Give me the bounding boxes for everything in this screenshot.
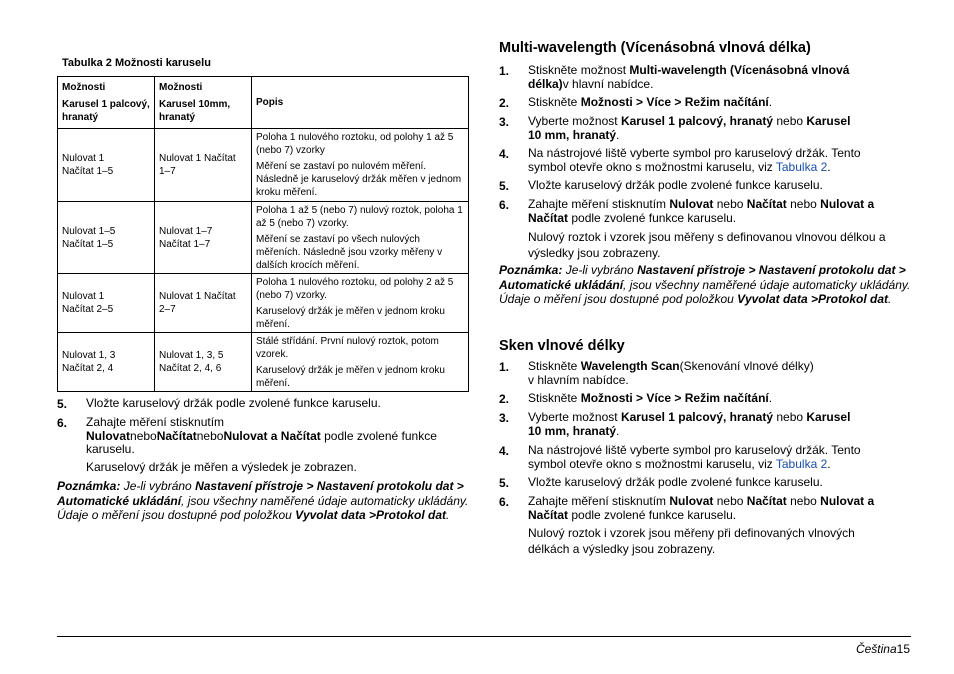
header-cell-10mm: Možnosti Karusel 10mm, hranatý [155, 77, 252, 129]
row-cell-1inch: Nulovat 1, 3 Načítat 2, 4 [58, 333, 155, 392]
row-cell-10mm: Nulovat 1 Načítat 2–7 [155, 274, 252, 333]
step-number: 1. [499, 64, 510, 78]
footer-divider [57, 636, 911, 637]
multi-step-2-text: Stiskněte Možnosti > Více > Režim načítání. [528, 95, 773, 109]
header-cell-1inch: Možnosti Karusel 1 palcový, hranatý [58, 77, 155, 129]
step-number: 2. [499, 392, 510, 406]
row-cell-description: Poloha 1 až 5 (nebo 7) nulový roztok, poloha 1 až 5 (nebo 7) vzorky. Měření se zastaví po všech nulových měřeních. Následně jsou vzorky měřeny v dalších krocích měření. [252, 202, 469, 274]
heading-multi-wavelength: Multi-wavelength (Vícenásobná vlnová délka) [499, 40, 811, 56]
row-cell-10mm: Nulovat 1 Načítat 1–7 [155, 129, 252, 202]
row-cell-10mm: Nulovat 1–7 Načítat 1–7 [155, 202, 252, 274]
carousel-options-table [57, 76, 469, 392]
header-cell-description: Popis [252, 77, 469, 129]
row-cell-1inch: Nulovat 1 Načítat 2–5 [58, 274, 155, 333]
table-row [58, 333, 469, 392]
row-cell-description: Poloha 1 nulového roztoku, od polohy 2 až 5 (nebo 7) vzorky. Karuselový držák je měřen v jednom kroku měření. [252, 274, 469, 333]
table-row [58, 129, 469, 202]
heading-wavelength-scan: Sken vlnové délky [499, 338, 625, 354]
left-step-6-text: Zahajte měření stisknutím NulovatneboNačítatneboNulovat a Načítat podle zvolené funkce karuselu. [86, 415, 437, 456]
table-row [58, 274, 469, 333]
row-cell-10mm: Nulovat 1, 3, 5 Načítat 2, 4, 6 [155, 333, 252, 392]
footer-language: Čeština [855, 642, 897, 656]
step-number: 4. [499, 147, 510, 161]
table-2-link[interactable]: Tabulka 2 [775, 456, 828, 471]
step-number: 5. [499, 476, 510, 490]
step-number: 6. [57, 416, 68, 430]
multi-step-1-text: Stiskněte možnost Multi-wavelength (Vícenásobná vlnová délka)v hlavní nabídce. [528, 63, 850, 91]
table-2-link[interactable]: Tabulka 2 [775, 159, 828, 174]
row-cell-description: Poloha 1 nulového roztoku, od polohy 1 až 5 (nebo 7) vzorky Měření se zastaví po nulovém měření. Následně je karuselový držák měřen v jednom kroku měření. [252, 129, 469, 202]
scan-step-3-text: Vyberte možnost Karusel 1 palcový, hranatý nebo Karusel 10 mm, hranatý. [528, 410, 851, 438]
table-header-row [58, 77, 469, 129]
step-number: 4. [499, 444, 510, 458]
multi-step-6-text: Zahajte měření stisknutím Nulovat nebo Načítat nebo Nulovat a Načítat podle zvolené funkce karuselu. [528, 197, 875, 225]
multi-step-5-text: Vložte karuselový držák podle zvolené funkce karuselu. [528, 178, 823, 192]
step-number: 5. [499, 179, 510, 193]
multi-note: Poznámka: Je-li vybráno Nastavení přístroje > Nastavení protokolu dat > Automatické ukládání, jsou všechny naměřené údaje automaticky ukládány. Údaje o měření jsou dostupné pod položkou Vyvolat data >Protokol dat. [499, 263, 911, 306]
row-cell-1inch: Nulovat 1–5 Načítat 1–5 [58, 202, 155, 274]
page-number: 15 [896, 642, 910, 656]
row-cell-description: Stálé střídání. První nulový roztok, potom vzorek. Karuselový držák je měřen v jednom kroku měření. [252, 333, 469, 392]
page-footer [856, 642, 910, 656]
step-number: 6. [499, 495, 510, 509]
table-caption: Tabulka 2 Možnosti karuselu [62, 57, 211, 69]
row-cell-1inch: Nulovat 1 Načítat 1–5 [58, 129, 155, 202]
scan-step-6-result: Nulový roztok i vzorek jsou měřeny při definovaných vlnových délkách a výsledky jsou zobrazeny. [528, 526, 855, 556]
multi-step-3-text: Vyberte možnost Karusel 1 palcový, hranatý nebo Karusel 10 mm, hranatý. [528, 114, 851, 142]
left-note: Poznámka: Je-li vybráno Nastavení přístroje > Nastavení protokolu dat > Automatické ukládání, jsou všechny naměřené údaje automaticky ukládány. Údaje o měření jsou dostupné pod položkou Vyvolat data >Protokol dat. [57, 479, 469, 522]
scan-step-2-text: Stiskněte Možnosti > Více > Režim načítání. [528, 391, 773, 405]
left-step-5-text: Vložte karuselový držák podle zvolené funkce karuselu. [86, 396, 381, 410]
multi-step-4-text: Na nástrojové liště vyberte symbol pro karuselový držák. Tento symbol otevře okno s možnostmi karuselu, viz Tabulka 2. [528, 146, 861, 174]
scan-step-4-text: Na nástrojové liště vyberte symbol pro karuselový držák. Tento symbol otevře okno s možnostmi karuselu, viz Tabulka 2. [528, 443, 861, 471]
step-number: 2. [499, 96, 510, 110]
scan-step-6-text: Zahajte měření stisknutím Nulovat nebo Načítat nebo Nulovat a Načítat podle zvolené funkce karuselu. [528, 494, 875, 522]
step-number: 1. [499, 360, 510, 374]
step-number: 3. [499, 115, 510, 129]
step-number: 5. [57, 397, 68, 411]
step-number: 6. [499, 198, 510, 212]
left-step-6-result: Karuselový držák je měřen a výsledek je zobrazen. [86, 460, 357, 474]
step-number: 3. [499, 411, 510, 425]
multi-step-6-result: Nulový roztok i vzorek jsou měřeny s definovanou vlnovou délkou a výsledky jsou zobrazeny. [528, 230, 886, 260]
scan-step-5-text: Vložte karuselový držák podle zvolené funkce karuselu. [528, 475, 823, 489]
table-row [58, 202, 469, 274]
scan-step-1-text: Stiskněte Wavelength Scan(Skenování vlnové délky) v hlavním nabídce. [528, 359, 814, 387]
